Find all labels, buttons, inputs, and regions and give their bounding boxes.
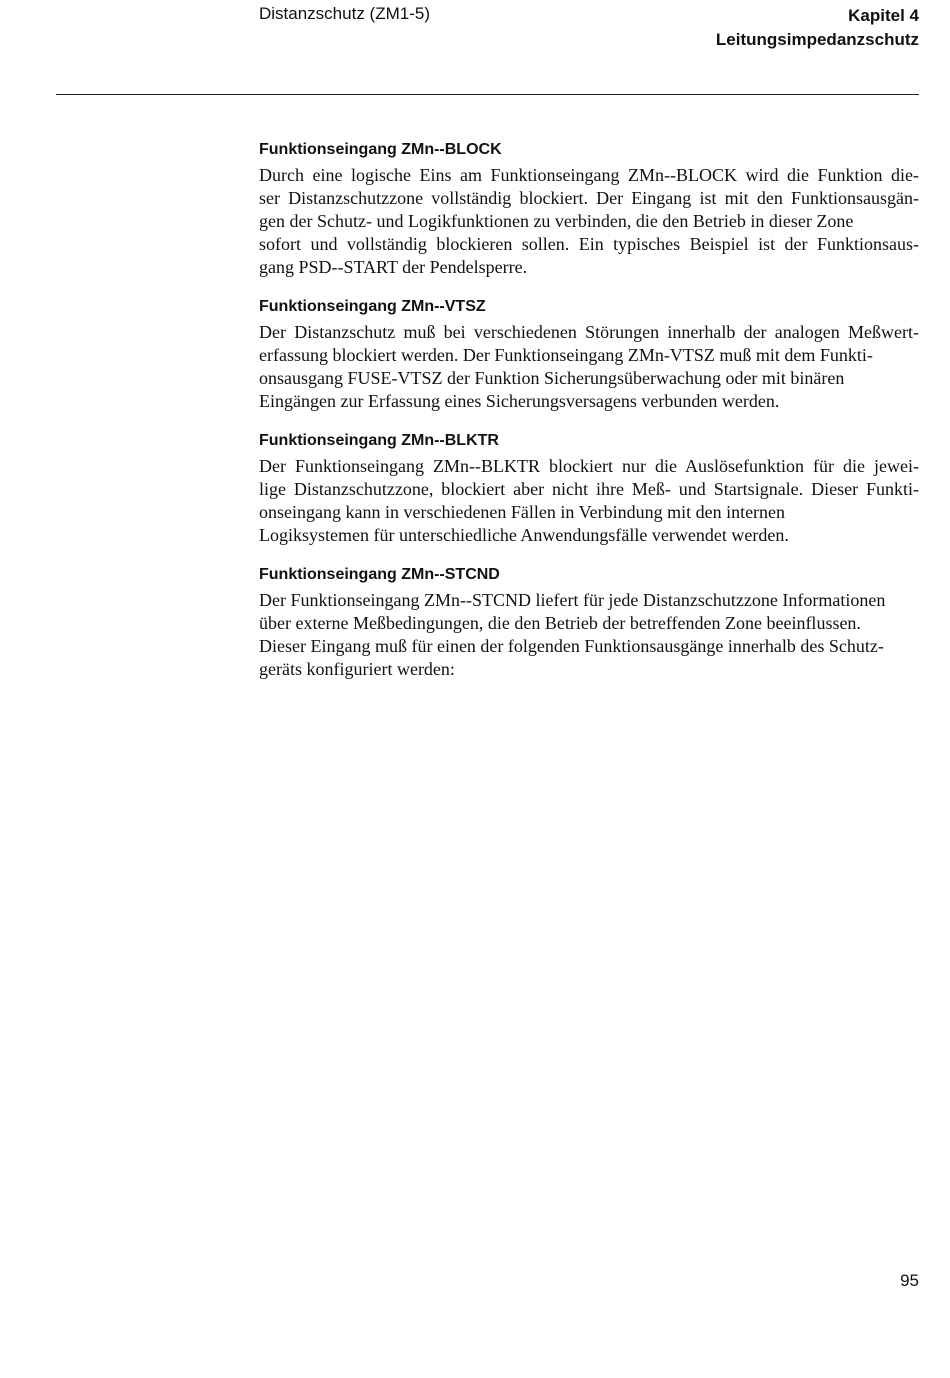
paragraph-line: gen der Schutz- und Logikfunktionen zu verbinden, die den Betrieb in dieser Zone — [259, 211, 854, 231]
section-heading: Funktionseingang ZMn--BLKTR — [259, 432, 499, 449]
paragraph-line: sofort und vollständig blockieren sollen. Ein typisches Beispiel ist der Funktionsaus- — [259, 234, 919, 254]
section-zmn-stcnd — [259, 565, 919, 681]
section-zmn-blktr — [259, 431, 919, 547]
paragraph-line: gang PSD--START der Pendelsperre. — [259, 257, 528, 277]
section-paragraph — [259, 455, 919, 547]
paragraph-line: Eingängen zur Erfassung eines Sicherungsversagens verbunden werden. — [259, 391, 780, 411]
header-divider — [56, 94, 919, 95]
paragraph-line: Logiksystemen für unterschiedliche Anwendungsfälle verwendet werden. — [259, 525, 789, 545]
section-paragraph — [259, 164, 919, 279]
section-heading: Funktionseingang ZMn--VTSZ — [259, 298, 486, 315]
paragraph-line: onsausgang FUSE-VTSZ der Funktion Sicherungsüberwachung oder mit binären — [259, 368, 845, 388]
running-header-section: Distanzschutz (ZM1-5) — [259, 4, 430, 23]
chapter-number: Kapitel 4 — [848, 6, 919, 25]
paragraph-line: Der Funktionseingang ZMn--STCND liefert für jede Distanzschutzzone Informationen — [259, 590, 886, 610]
paragraph-line: über externe Meßbedingungen, die den Betrieb der betreffenden Zone beeinflussen. — [259, 613, 861, 633]
section-paragraph — [259, 589, 919, 681]
section-heading: Funktionseingang ZMn--BLOCK — [259, 141, 502, 158]
paragraph-line: onseingang kann in verschiedenen Fällen in Verbindung mit den internen — [259, 502, 786, 522]
paragraph-line: lige Distanzschutzzone, blockiert aber nicht ihre Meß- und Startsignale. Dieser Funkti- — [259, 479, 919, 499]
page-number: 95 — [900, 1271, 919, 1290]
running-header-chapter — [716, 4, 919, 52]
section-zmn-vtsz — [259, 297, 919, 413]
paragraph-line: geräts konfiguriert werden: — [259, 659, 455, 679]
chapter-title: Leitungsimpedanzschutz — [715, 30, 919, 49]
paragraph-line: Der Distanzschutz muß bei verschiedenen Störungen innerhalb der analogen Meßwert- — [259, 322, 919, 342]
section-paragraph — [259, 321, 919, 413]
paragraph-line: erfassung blockiert werden. Der Funktionseingang ZMn-VTSZ muß mit dem Funkti- — [259, 345, 873, 365]
section-heading: Funktionseingang ZMn--STCND — [259, 566, 500, 583]
section-zmn-block — [259, 140, 919, 279]
page-content — [259, 140, 919, 699]
paragraph-line: Dieser Eingang muß für einen der folgenden Funktionsausgänge innerhalb des Schutz- — [259, 636, 884, 656]
paragraph-line: Der Funktionseingang ZMn--BLKTR blockiert nur die Auslösefunktion für die jewei- — [259, 456, 919, 476]
paragraph-line: Durch eine logische Eins am Funktionseingang ZMn--BLOCK wird die Funktion die- — [259, 165, 919, 185]
paragraph-line: ser Distanzschutzzone vollständig blockiert. Der Eingang ist mit den Funktionsausgän- — [259, 188, 919, 208]
